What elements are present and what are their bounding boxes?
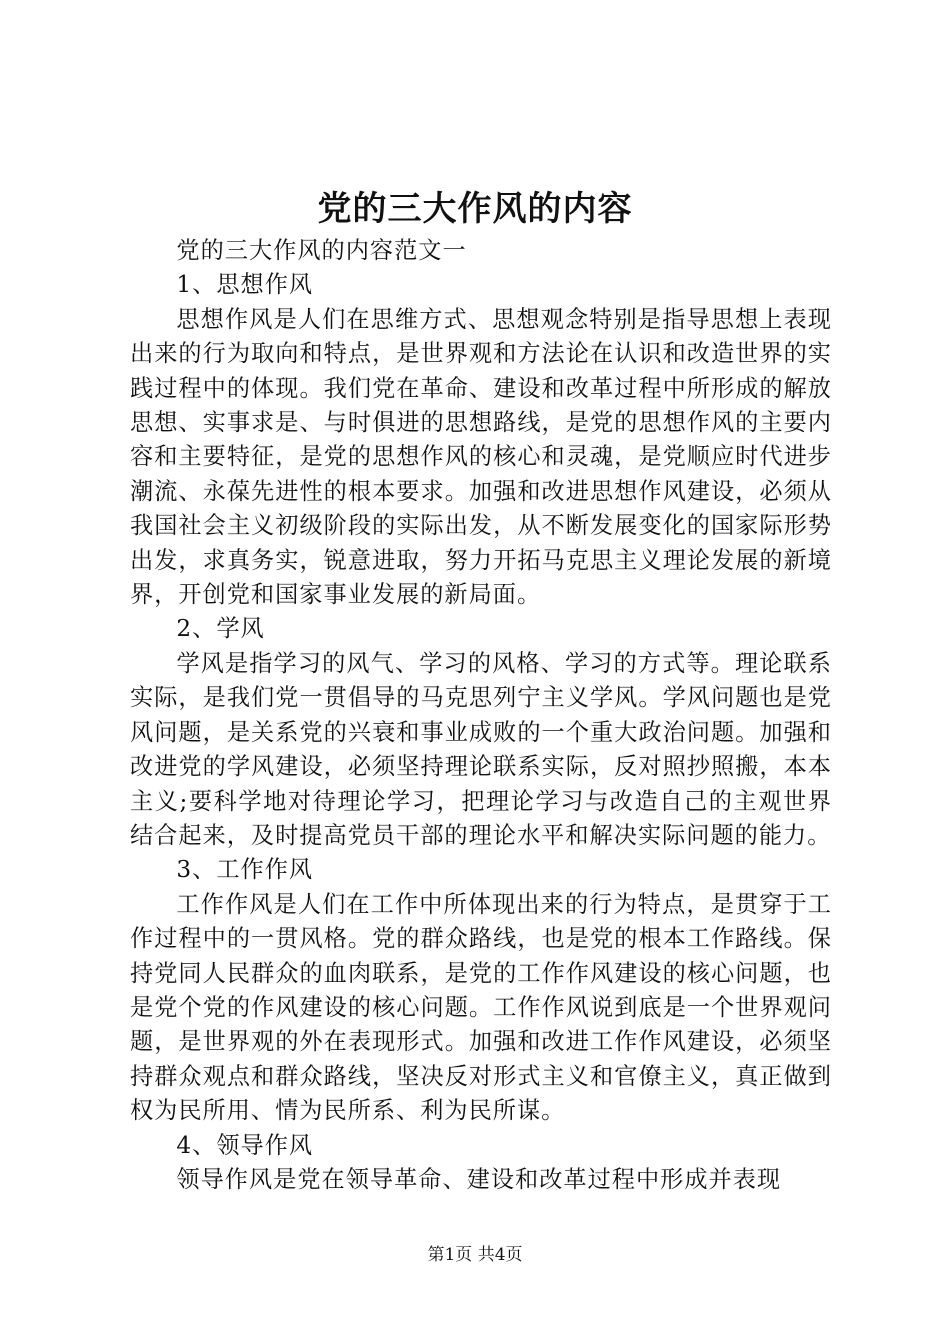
document-title: 党的三大作风的内容 — [317, 189, 633, 229]
section-heading-thought: 1、思想作风 — [176, 271, 314, 299]
section-heading-study: 2、学风 — [176, 615, 265, 643]
section-body-thought: 思想作风是人们在思维方式、思想观念特别是指导思想上表现出来的行为取向和特点，是世界观和方法论在认识和改造世界的实践过程中的体现。我们党在革命、建设和改革过程中所形成的解放思想、实事求是、与时俱进的思想路线，是党的思想作风的主要内容和主要特征，是党的思想作风的核心和灵魂，是党顺应时代进步潮流、永葆先进性的根本要求。加强和改进思想作风建设，必须从我国社会主义初级阶段的实际出发，从不断发展变化的国家际形势出发，求真务实，锐意进取，努力开拓马克思主义理论发展的新境界，开创党和国家事业发展的新局面。 — [130, 305, 832, 609]
section-body-study: 学风是指学习的风气、学习的风格、学习的方式等。理论联系实际，是我们党一贯倡导的马克思列宁主义学风。学风问题也是党风问题，是关系党的兴衰和事业成败的一个重大政治问题。加强和改进党的学风建设，必须坚持理论联系实际，反对照抄照搬，本本主义;要科学地对待理论学习，把理论学习与改造自己的主观世界结合起来，及时提高党员干部的理论水平和解决实际问题的能力。 — [130, 649, 832, 849]
section-body-work: 工作作风是人们在工作中所体现出来的行为特点，是贯穿于工作过程中的一贯风格。党的群众路线，也是党的根本工作路线。保持党同人民群众的血肉联系，是党的工作作风建设的核心问题，也是党个党的作风建设的核心问题。工作作风说到底是一个世界观问题，是世界观的外在表现形式。加强和改进工作作风建设，必须坚持群众观点和群众路线，坚决反对形式主义和官僚主义，真正做到权为民所用、情为民所系、利为民所谋。 — [130, 890, 832, 1125]
section-heading-work: 3、工作作风 — [176, 856, 314, 884]
page-footer: 第1页 共4页 — [427, 1245, 523, 1265]
document-subtitle: 党的三大作风的内容范文一 — [176, 237, 467, 264]
section-heading-leadership: 4、领导作风 — [176, 1131, 314, 1159]
section-body-leadership: 领导作风是党在领导革命、建设和改革过程中形成并表现 — [176, 1165, 782, 1193]
document-body — [130, 234, 832, 1197]
